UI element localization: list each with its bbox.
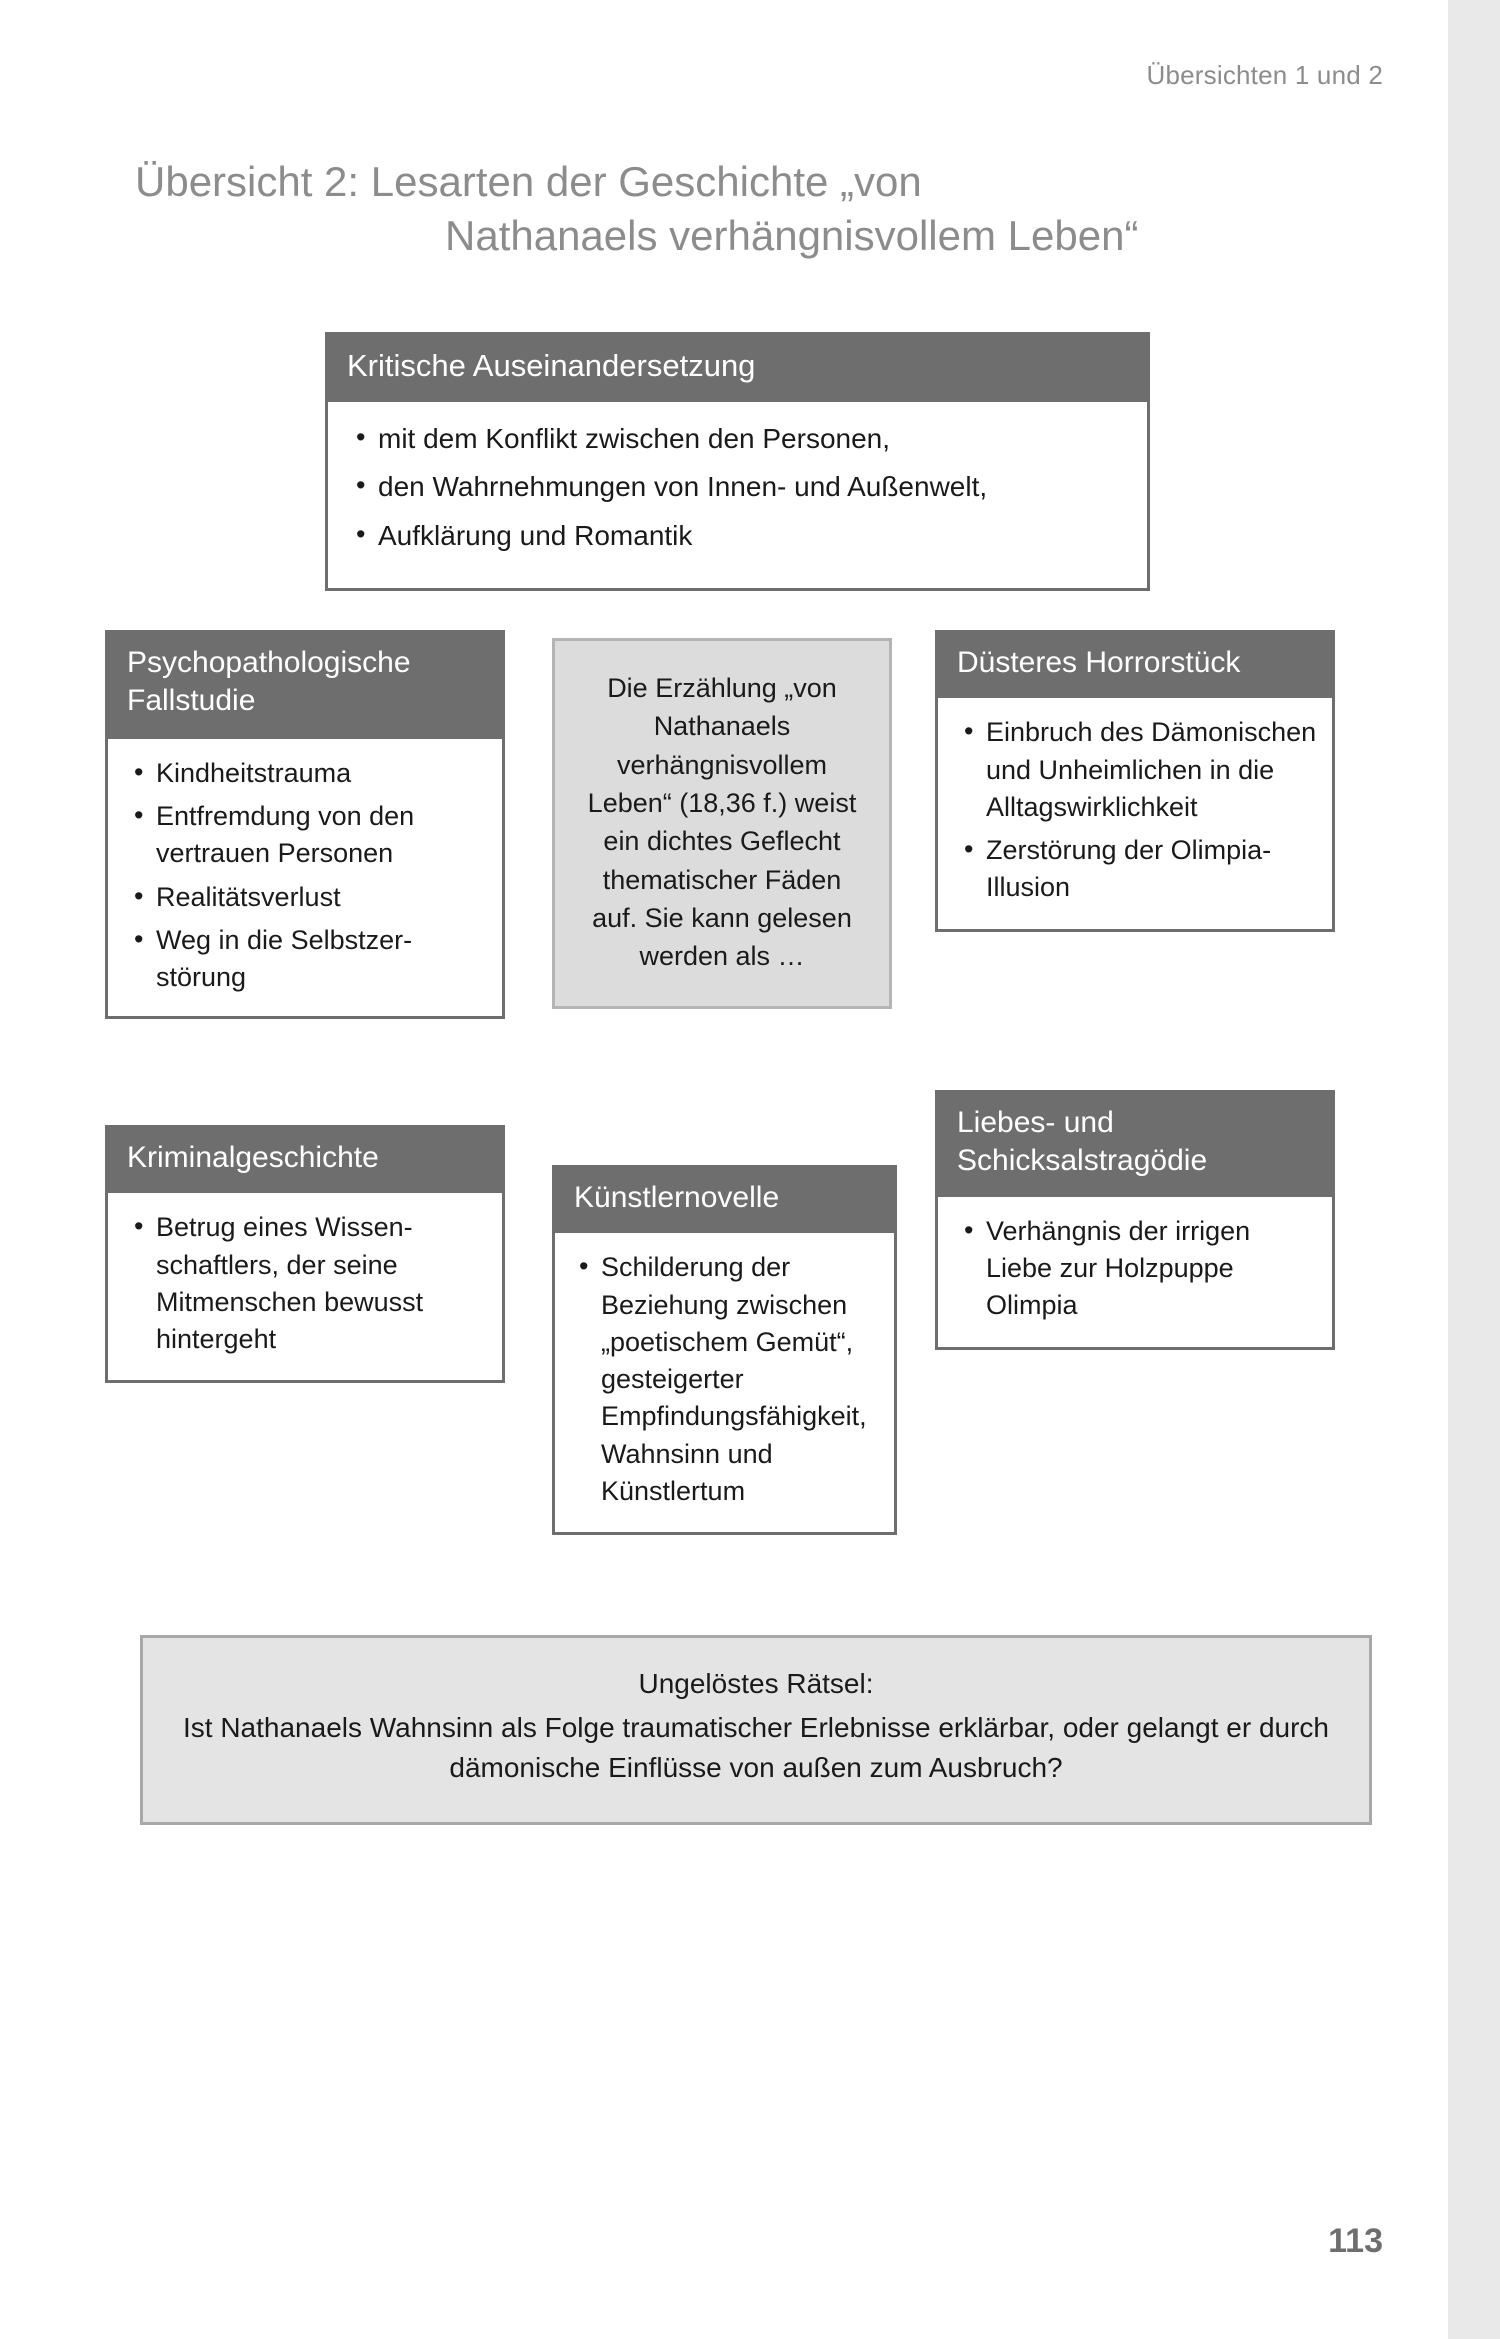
box-liebes-title: Liebes- und Schicksalstragödie: [935, 1090, 1335, 1197]
box-kuenstlernovelle: [552, 1165, 897, 1535]
box-kritische-body: [325, 402, 1150, 591]
box-psycho-bullets: [132, 755, 488, 997]
box-kritische-title: Kritische Auseinandersetzung: [325, 332, 1150, 402]
box-kuenstler-title: Künstlernovelle: [552, 1165, 897, 1233]
box-kriminal-title: Kriminalgeschichte: [105, 1125, 505, 1193]
list-item: • Kindheitstrauma: [132, 755, 488, 792]
box-kritische-bullets: [354, 420, 1125, 556]
list-item: • Verhängnis der irrigen Liebe zur Holzpuppe Olimpia: [962, 1213, 1318, 1325]
box-kritische-auseinandersetzung: [325, 332, 1150, 591]
box-kriminalgeschichte: [105, 1125, 505, 1383]
box-kriminal-body: [105, 1193, 505, 1383]
box-duesteres-body: [935, 698, 1335, 931]
box-liebes-body: [935, 1197, 1335, 1350]
list-item: • Weg in die Selbstzerstörung: [132, 922, 488, 997]
box-central-text: Die Erzählung „von Nathanaels verhängnisvollem Leben“ (18,36 f.) weist ein dichtes Geflecht thematischer Fäden auf. Sie kann gelesen werden als …: [587, 673, 857, 972]
box-liebes-bullets: [962, 1213, 1318, 1325]
list-item: • Zerstörung der Olimpia-Illusion: [962, 832, 1318, 907]
list-item: • Schilderung der Beziehung zwischen „poetischem Gemüt“, gesteigerter Empfindungsfähigkeit, Wahnsinn und Künstlertum: [577, 1249, 882, 1510]
box-psychopathologische-fallstudie: [105, 630, 505, 1019]
box-central-statement: [552, 638, 892, 1009]
list-item: • Einbruch des Dämonischen und Unheimlichen in die Alltagswirklichkeit: [962, 714, 1318, 826]
page-title: [135, 155, 1375, 263]
box-duesteres-title: Düsteres Horrorstück: [935, 630, 1335, 698]
box-duesteres-bullets: [962, 714, 1318, 906]
riddle-text: Ist Nathanaels Wahnsinn als Folge traumatischer Erlebnisse erklärbar, oder gelangt er durch dämonische Einflüsse von außen zum Ausbruch?: [183, 1712, 1329, 1783]
box-kuenstler-bullets: [577, 1249, 882, 1510]
list-item: • Realitätsverlust: [132, 879, 488, 916]
box-ungeloestes-raetsel: [140, 1635, 1372, 1825]
running-head: Übersichten 1 und 2: [1146, 60, 1383, 90]
page-title-line-1: Übersicht 2: Lesarten der Geschichte „von: [135, 158, 922, 205]
list-item: • den Wahrnehmungen von Innen- und Außenwelt,: [354, 468, 1125, 507]
box-kuenstler-body: [552, 1233, 897, 1535]
box-duesteres-horrorstueck: [935, 630, 1335, 932]
page-number: 113: [1328, 2222, 1383, 2260]
riddle-label: Ungelöstes Rätsel:: [638, 1668, 874, 1699]
box-psycho-body: [105, 739, 505, 1020]
box-kriminal-bullets: [132, 1209, 488, 1358]
list-item: • Entfremdung von den vertrauen Personen: [132, 798, 488, 873]
list-item: • Aufklärung und Romantik: [354, 517, 1125, 556]
box-liebes-und-schicksalstragoedie: [935, 1090, 1335, 1350]
box-psycho-title: Psychopathologische Fallstudie: [105, 630, 505, 739]
list-item: • mit dem Konflikt zwischen den Personen,: [354, 420, 1125, 459]
list-item: • Betrug eines Wissenschaftlers, der seine Mitmenschen bewusst hintergeht: [132, 1209, 488, 1358]
page-margin-strip: [1448, 0, 1500, 2339]
page-title-line-2: Nathanaels verhängnisvollem Leben“: [445, 211, 1139, 259]
